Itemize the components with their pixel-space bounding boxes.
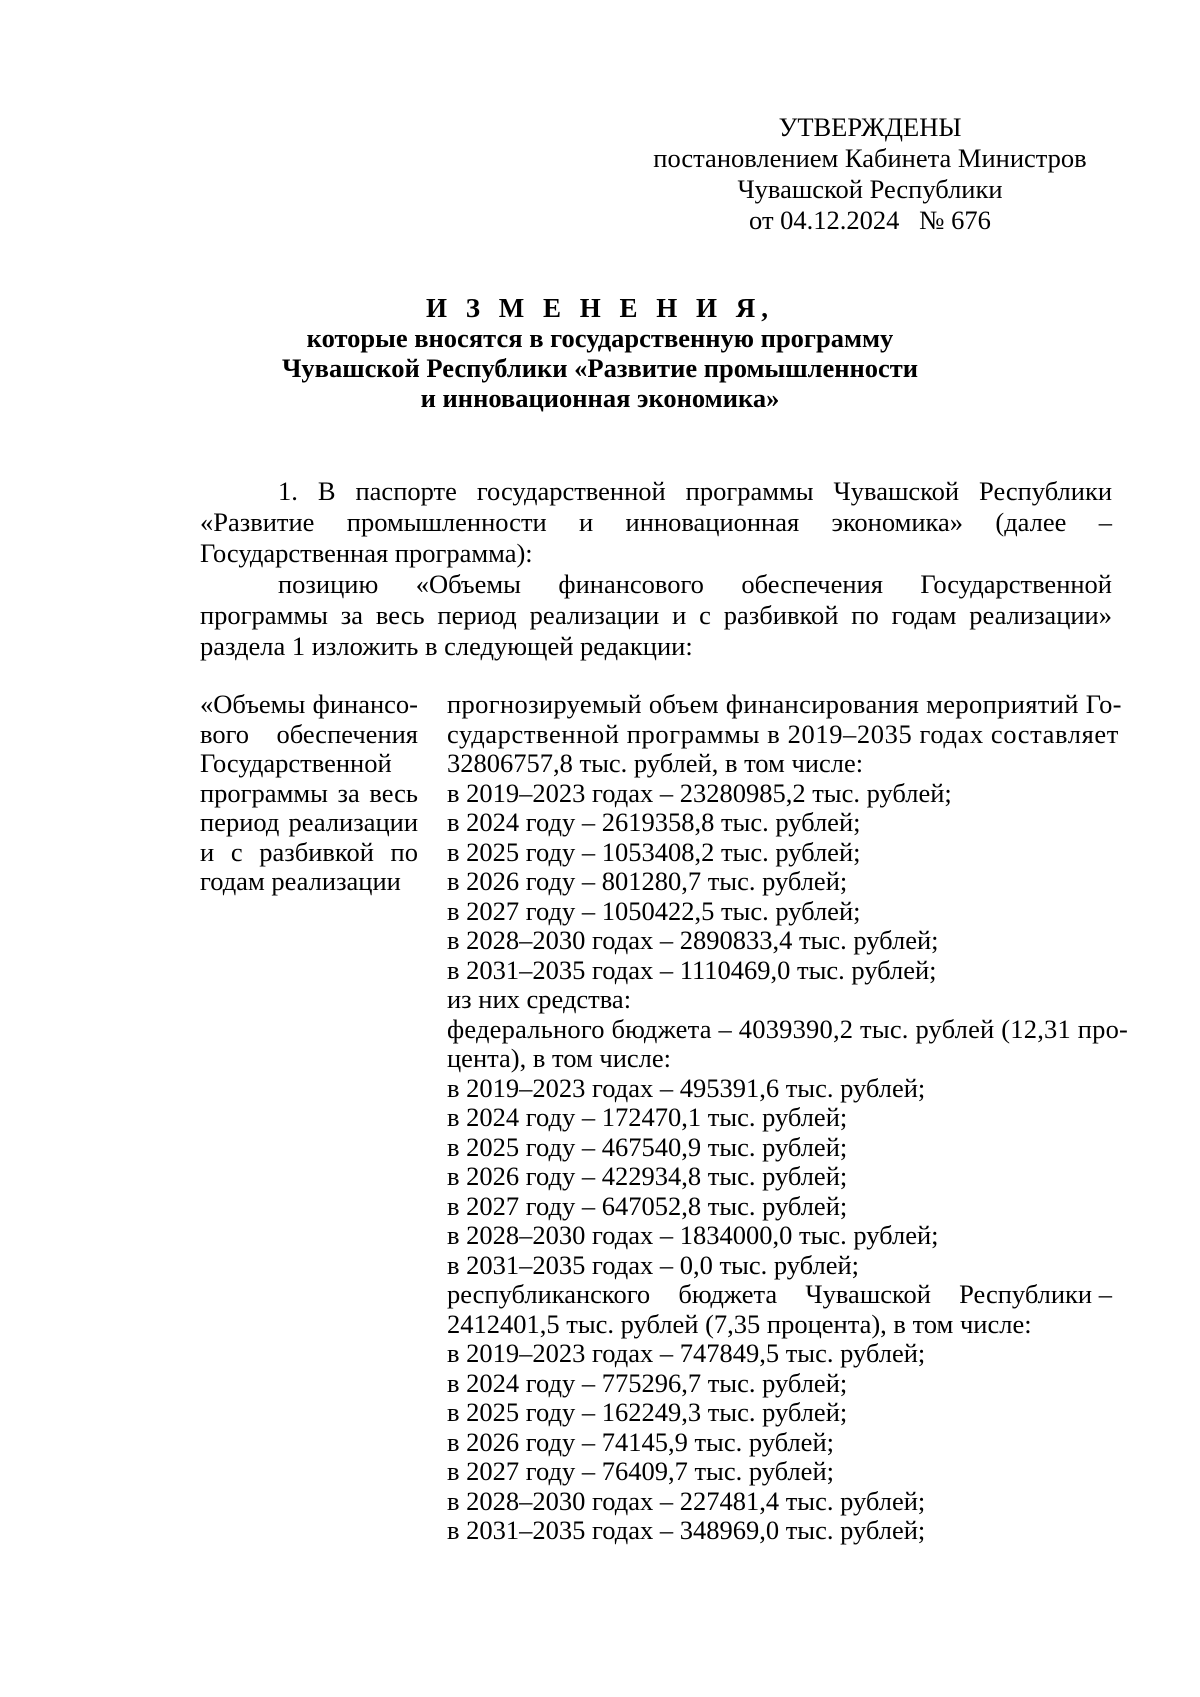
title-line-2: Чувашской Республики «Развитие промышленности (281, 353, 919, 383)
financing-values-column (447, 689, 1129, 1546)
label-word: «Объемы (200, 689, 306, 719)
value-word: республиканского (447, 1279, 651, 1309)
value-line: в 2027 году – 1050422,5 тыс. рублей; (447, 895, 861, 926)
value-line: федерального бюджета – 4039390,2 тыс. рублей (12,31 про- (447, 1013, 1129, 1044)
value-line: в 2026 году – 422934,8 тыс. рублей; (447, 1161, 848, 1191)
title-heading: И З М Е Н Е Н И Я, (425, 293, 774, 323)
label-word: весь (369, 777, 418, 808)
label-line (200, 690, 418, 720)
label-word: период (200, 807, 280, 837)
value-word: Республики – (959, 1279, 1112, 1309)
value-line: в 2024 году – 2619358,8 тыс. рублей; (447, 807, 861, 837)
value-line: из них средства: (447, 984, 632, 1014)
value-line: в 2027 году – 647052,8 тыс. рублей; (447, 1190, 848, 1221)
label-word: по (390, 836, 418, 867)
value-line: в 2027 году – 76409,7 тыс. рублей; (447, 1456, 834, 1486)
label-word: и (200, 836, 215, 867)
approval-line-decree: постановлением Кабинета Министров (653, 143, 1087, 173)
label-word: финансо- (312, 689, 418, 719)
value-line: сударственной программы в 2019–2035 годах составляет (447, 718, 1119, 749)
title-line-1: которые вносятся в государственную программу (306, 323, 894, 353)
label-word: реализации (288, 807, 418, 837)
value-line: в 2031–2035 годах – 0,0 тыс. рублей; (447, 1249, 860, 1280)
value-line: в 2019–2023 годах – 747849,5 тыс. рублей; (447, 1338, 926, 1368)
value-line: в 2026 году – 801280,7 тыс. рублей; (447, 866, 848, 896)
value-line: в 2026 году – 74145,9 тыс. рублей; (447, 1426, 834, 1457)
approval-line-republic: Чувашской Республики (737, 174, 1003, 204)
value-line: в 2024 году – 775296,7 тыс. рублей; (447, 1367, 848, 1398)
value-line: в 2019–2023 годах – 495391,6 тыс. рублей; (447, 1072, 926, 1103)
intro-text (200, 476, 1112, 662)
label-line (200, 720, 418, 750)
label-word: за (337, 777, 360, 808)
value-word: бюджета (678, 1279, 778, 1309)
label-line: Государственной (200, 748, 392, 778)
label-line (200, 838, 418, 868)
label-line (200, 808, 418, 838)
value-line: в 2025 году – 467540,9 тыс. рублей; (447, 1131, 848, 1162)
value-line: в 2024 году – 172470,1 тыс. рублей; (447, 1102, 848, 1132)
value-word: Чувашской (805, 1279, 931, 1309)
financing-label-column (200, 690, 418, 897)
value-line: в 2028–2030 годах – 1834000,0 тыс. рублей; (447, 1220, 939, 1250)
value-line: 32806757,8 тыс. рублей, в том числе: (447, 748, 864, 778)
label-word: с (230, 836, 243, 867)
value-line: в 2019–2023 годах – 23280985,2 тыс. рублей; (447, 777, 952, 808)
value-line: в 2025 году – 162249,3 тыс. рублей; (447, 1397, 848, 1427)
label-line (200, 779, 418, 809)
document-title (200, 293, 1000, 413)
label-word: программы (200, 777, 328, 808)
label-word: вого (200, 718, 250, 749)
label-word: обеспечения (276, 718, 418, 749)
intro-paragraph-1: 1. В паспорте государственной программы Чувашской Республики «Развитие промышленности и инновационная экономика» (далее – Государственная программа): (200, 476, 1112, 568)
value-line: в 2028–2030 годах – 227481,4 тыс. рублей; (447, 1485, 926, 1516)
approval-heading: УТВЕРЖДЕНЫ (778, 112, 962, 142)
label-word: разбивкой (259, 836, 374, 867)
value-line: прогнозируемый объем финансирования мероприятий Го- (447, 689, 1122, 719)
value-line: в 2031–2035 годах – 1110469,0 тыс. рублей; (447, 954, 937, 985)
approval-stamp (640, 112, 1100, 236)
title-line-3: и инновационная экономика» (420, 383, 780, 413)
value-line: в 2025 году – 1053408,2 тыс. рублей; (447, 836, 861, 867)
value-line (447, 1280, 1112, 1310)
label-line: годам реализации (200, 866, 401, 896)
value-line: в 2028–2030 годах – 2890833,4 тыс. рублей; (447, 925, 939, 955)
value-line: цента), в том числе: (447, 1043, 671, 1073)
value-line: 2412401,5 тыс. рублей (7,35 процента), в том числе: (447, 1308, 1032, 1339)
approval-line-date: от 04.12.2024 № 676 (749, 205, 991, 235)
value-line: в 2031–2035 годах – 348969,0 тыс. рублей; (447, 1515, 926, 1545)
intro-paragraph-2: позицию «Объемы финансового обеспечения Государственной программы за весь период реализации и с разбивкой по годам реализации» раздела 1 изложить в следующей редакции: (200, 569, 1112, 661)
